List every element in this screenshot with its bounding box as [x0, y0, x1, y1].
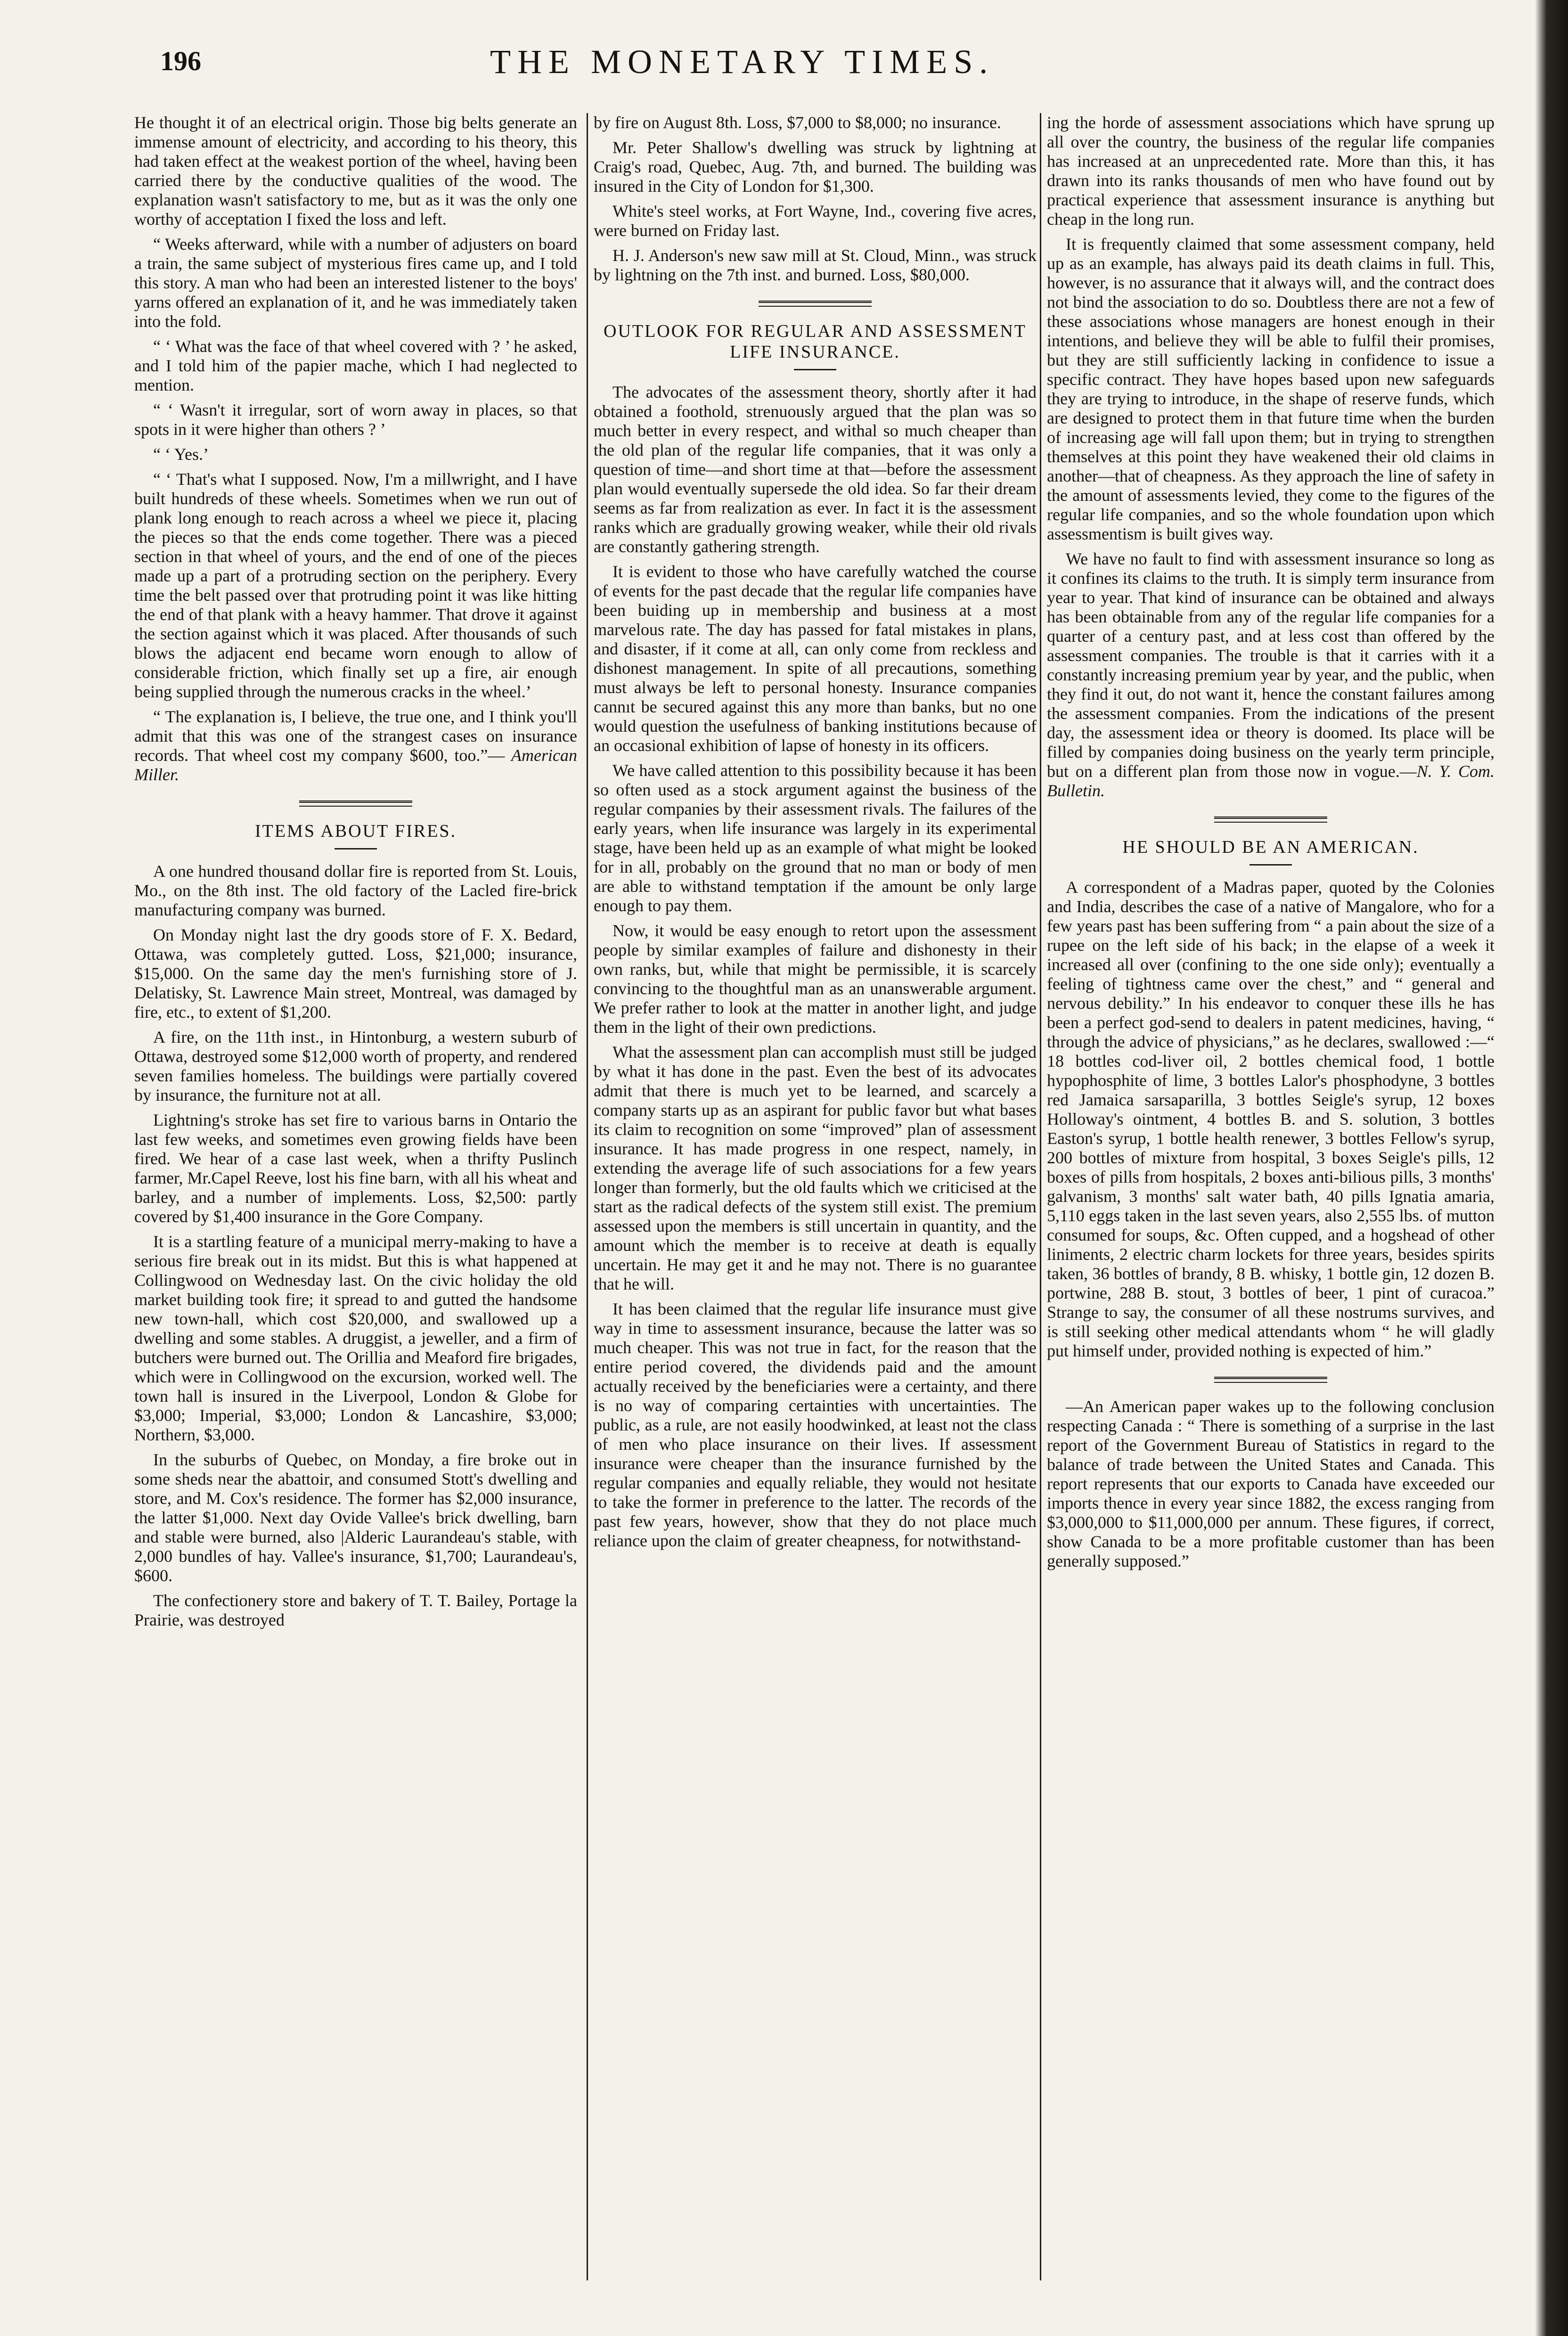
page-header [160, 42, 1527, 85]
paragraph: It is evident to those who have carefully watched the course of events for the past decade that the regular life companies have been buiding up in membership and business at a most marvelous rate. The day has passed for fatal mistakes in plans, and disaster, if it come at all, can only come from reckless and dishonest management. In spite of all precautions, something must always be left to personal honesty. Insurance companies cannıt be secured against this any more than banks, but no one would question the usefulness of banking institutions because of an occasional exhibition of lapse of honesty in its officers. [594, 562, 1037, 755]
paragraph: A correspondent of a Madras paper, quoted by the Colonies and India, describes the case of a native of Mangalore, who for a few years past has been suffering from “ a pain about the size of a rupee on the left side of his back; in the elapse of a week it increased all over (confining to the one side only); eventually a feeling of tightness came over the chest,” and “ general and nervous debility.” In his endeavor to conquer these ills he has been a perfect god-send to dealers in patent medicines, having, “ through the advice of physicians,” as he declares, swallowed :—“ 18 bottles cod-liver oil, 2 bottles chemical food, 1 bottle hypophosphite of lime, 3 bottles Lalor's phosphodyne, 3 bottles red Jamaica sarsaparilla, 3 bottles Seigle's syrup, 12 boxes Holloway's ointment, 4 bottles B. and S. solution, 3 bottles Easton's syrup, 1 bottle health renewer, 3 bottles Fellow's syrup, 200 bottles of mixture from hospital, 3 boxes Seigle's pills, 12 boxes of pills from hospitals, 2 boxes anti-bilious pills, 3 months' galvanism, 3 months' salt water bath, 40 pills Ignatia amaria, 5,110 eggs taken in the last seven years, also 2,555 lbs. of mutton consumed for soups, &c. Often cupped, and a hogshead of other liniments, 2 electric charm lockets for three years, besides spirits taken, 36 bottles of brandy, 8 B. whisky, 1 bottle gin, 12 dozen B. portwine, 288 B. stout, 3 bottles of beer, 1 pint of curacoa.” Strange to say, the consumer of all these nostrums survives, and is still seeking other medical attendants whom “ he will gladly put himself under, provided nothing is expected of him.” [1047, 878, 1494, 1360]
paragraph: ing the horde of assessment associations which have sprung up all over the country, the business of the regular life companies has increased at an unprecedented rate. More than this, it has drawn into its ranks thousands of men who have found out by practical experience that assessment insurance is anything but cheap in the long run. [1047, 113, 1494, 229]
paragraph: It is frequently claimed that some assessment company, held up as an example, has always paid its death claims in full. This, however, is no assurance that it always will, and the contract does not bind the association to do so. Doubtless there are not a few of these associations whose managers are honest enough in their intentions, and believe they will be able to fulfil their promises, but they are still sufficiently lacking in confidence to issue a specific contract. They have hopes based upon new safeguards they are trying to introduce, in the shape of reserve funds, which are designed to protect them in that future time when the burden of increasing age will fall upon them; but in trying to strengthen themselves at this point they have weakened their old claims in another—that of cheapness. As they approach the line of safety in the amount of assessments levied, they come to the figures of the regular life companies, and so the whole foundation upon which assessmentism is built gives way. [1047, 235, 1494, 543]
paragraph: H. J. Anderson's new saw mill at St. Cloud, Minn., was struck by lightning on the 7th inst. and burned. Loss, $80,000. [594, 246, 1037, 284]
paragraph: “ ‘ That's what I supposed. Now, I'm a millwright, and I have built hundreds of these wheels. Sometimes when we run out of plank long enough to reach across a wheel we piece it, placing the pieces so that the ends come together. There was a pieced section in that wheel of yours, and the end of one of the pieces made up a part of a protruding section on the periphery. Every time the belt passed over that protruding point it was like hitting the end of that plank with a heavy hammer. That drove it against the section against which it was placed. After thousands of such blows the adjacent end became worn enough to allow of considerable friction, which finally set up a fire, air enough being supplied through the numerous cracks in the wheel.’ [134, 470, 577, 701]
column-middle [594, 113, 1037, 2318]
paragraph [1047, 549, 1494, 800]
paragraph: —An American paper wakes up to the following conclusion respecting Canada : “ There is something of a surprise in the last report of the Government Bureau of Statistics in regard to the balance of trade between the United States and Canada. This report represents that our exports to Canada have exceeded our imports thence in every year since 1882, the excess ranging from $3,000,000 to $11,000,000 per annum. These figures, if correct, show Canada to be a more profitable customer than has been generally supposed.” [1047, 1397, 1494, 1570]
paragraph: “ Weeks afterward, while with a number of adjusters on board a train, the same subject of mysterious fires came up, and I told this story. A man who had been an interested listener to the boys' yarns offered an explanation of it, and he was immediately taken into the fold. [134, 235, 577, 331]
section-separator [1214, 817, 1327, 823]
section-separator [299, 800, 412, 807]
paragraph: In the suburbs of Quebec, on Monday, a fire broke out in some sheds near the abattoir, and consumed Stott's dwelling and store, and M. Cox's residence. The former has $2,000 insurance, the latter $1,000. Next day Ovide Vallee's brick dwelling, barn and stable were burned, also |Alderic Laurandeau's stable, with 2,000 bundles of hay. Vallee's insurance, $1,700; Laurandeau's, $600. [134, 1450, 577, 1585]
heading-rule [794, 369, 836, 370]
section-heading: HE SHOULD BE AN AMERICAN. [1122, 837, 1419, 857]
paragraph-text: We have no fault to find with assessment insurance so long as it confines its claims to the truth. It is simply term insurance from year to year. That kind of insurance can be obtained and always has been obtainable from any of the regular life companies for a quarter of a century past, and at less cost than offered by the assessment companies. The trouble is that it carries with it a constantly increasing premium year by year, and the public, when they find it out, do not want it, hence the constant failures among the assessment companies. From the indications of the present day, the assessment idea or theory is doomed. Its place will be filled by companies doing business on the yearly term principle, but on a different plan from those now in vogue.— [1047, 549, 1494, 781]
paragraph: White's steel works, at Fort Wayne, Ind., covering five acres, were burned on Friday last. [594, 202, 1037, 240]
paragraph: Now, it would be easy enough to retort upon the assessment people by similar examples of failure and dishonesty in their own ranks, but, while that might be permissible, it is scarcely convincing to the thoughtful man as an unanswerable argument. We prefer rather to look at the matter in another light, and judge them in the light of their own predictions. [594, 921, 1037, 1037]
paragraph: It is a startling feature of a municipal merry-making to have a serious fire break out in its midst. But this is what happened at Collingwood on Wednesday last. On the civic holiday the old market building took fire; it spread to and gutted the handsome new town-hall, which cost $20,000, and swallowed up a dwelling and some stables. A druggist, a jeweller, and a firm of butchers were burned out. The Orillia and Meaford fire brigades, which were in Collingwood on the excursion, worked well. The town hall is insured in the Liverpool, London & Globe for $3,000; Imperial, $3,000; London & Lancashire, $3,000; Northern, $3,000. [134, 1232, 577, 1444]
paragraph [134, 707, 577, 784]
paragraph: He thought it of an electrical origin. Those big belts generate an immense amount of electricity, and according to his theory, this had taken effect at the weakest portion of the wheel, having been carried there by the conductive qualities of the wood. The explanation wasn't satisfactory to me, but as it was the only one worthy of acceptation I fixed the loss and left. [134, 113, 577, 229]
paragraph: The advocates of the assessment theory, shortly after it had obtained a foothold, strenuously argued that the plan was so much better in every respect, and withal so much cheaper than the old plan of the regular life companies, that it was only a question of time—and short time at that—before the assessment plan would eventually supersede the old idea. So far their dream seems as far from realization as ever. In fact it is the assessment ranks which are gradually growing weaker, while their old rivals are constantly gathering strength. [594, 383, 1037, 556]
column-rule [1040, 113, 1041, 2280]
paragraph: “ ‘ Wasn't it irregular, sort of worn away in places, so that spots in it were higher than others ? ’ [134, 400, 577, 439]
section-separator [759, 301, 872, 307]
paragraph: by fire on August 8th. Loss, $7,000 to $8,000; no insurance. [594, 113, 1001, 132]
column-rule [587, 113, 588, 2280]
section-heading: OUTLOOK FOR REGULAR AND ASSESSMENT LIFE INSURANCE. [604, 321, 1027, 362]
source-credit: American Miller. [134, 746, 577, 784]
paragraph: It has been claimed that the regular life insurance must give way in time to assessment insurance, because the latter was so much cheaper. This was not true in fact, for the reason that the entire period covered, the dividends paid and the amount actually received by the beneficiaries were a certainty, and there is no way of comparing certainties with uncertainties. The public, as a rule, are not easily hoodwinked, at least not the class of men who place insurance on their lives. If assessment insurance were cheaper than the insurance furnished by the regular companies and equally reliable, they would not hesitate to take the former in preference to the latter. The records of the past few years, however, show that they do not place much reliance upon the claim of greater cheapness, for notwithstand- [594, 1299, 1037, 1550]
paragraph-text: “ The explanation is, I believe, the true one, and I think you'll admit that this was one of the strangest cases on insurance records. That wheel cost my company $600, too.”— [134, 707, 577, 765]
paragraph: “ ‘ Yes.’ [153, 445, 209, 464]
paragraph: The confectionery store and bakery of T. T. Bailey, Portage la Prairie, was destroyed [134, 1591, 577, 1629]
section-separator [1214, 1377, 1327, 1383]
heading-rule [335, 848, 377, 849]
column-left [134, 113, 577, 2318]
paragraph: On Monday night last the dry goods store of F. X. Bedard, Ottawa, was completely gutted. Loss, $21,000; insurance, $15,000. On the same day the men's furnishing store of J. Delatisky, St. Lawrence Main street, Montreal, was damaged by fire, etc., to extent of $1,200. [134, 925, 577, 1021]
paragraph: Mr. Peter Shallow's dwelling was struck by lightning at Craig's road, Quebec, Aug. 7th, and burned. The building was insured in the City of London for $1,300. [594, 138, 1037, 196]
page-binding-edge [1535, 0, 1568, 2336]
source-credit: N. Y. Com. Bulletin. [1047, 762, 1494, 800]
page-number: 196 [160, 46, 201, 76]
paragraph: A one hundred thousand dollar fire is reported from St. Louis, Mo., on the 8th inst. The old factory of the Lacled fire-brick manufacturing company was burned. [134, 862, 577, 919]
journal-title: THE MONETARY TIMES. [490, 43, 995, 81]
paragraph: “ ‘ What was the face of that wheel covered with ? ’ he asked, and I told him of the papier mache, which I had neglected to mention. [134, 337, 577, 394]
paragraph: What the assessment plan can accomplish must still be judged by what it has done in the past. Even the best of its advocates admit that there is much yet to be learned, and scarcely a company starts up as an aspirant for public favor but what bases its claim to recognition on some “improved” plan of assessment insurance. It has made progress in one respect, namely, in extending the average life of such associations for a few years longer than formerly, but the old faults which we criticised at the start as the radical defects of the system still exist. The premium assessed upon the members is still uncertain in quantity, and the amount which the member is to receive at death is equally uncertain. He may get it and he may not. There is no guarantee that he will. [594, 1043, 1037, 1293]
heading-rule [1250, 864, 1292, 866]
paragraph: We have called attention to this possibility because it has been so often used as a stock argument against the business of the regular companies by their assessment rivals. The failures of the early years, when life insurance was largely in its experimental stage, have been held up as an example of what might be looked for in all, probably on the ground that no man or body of men are able to withstand temptation if the amount be only large enough to pay them. [594, 761, 1037, 915]
column-right [1047, 113, 1494, 2318]
section-heading: ITEMS ABOUT FIRES. [254, 821, 457, 841]
paragraph: Lightning's stroke has set fire to various barns in Ontario the last few weeks, and sometimes even growing fields have been fired. We hear of a case last week, when a thrifty Puslinch farmer, Mr.Capel Reeve, lost his fine barn, with all his wheat and barley, and a number of implements. Loss, $2,500: partly covered by $1,400 insurance in the Gore Company. [134, 1111, 577, 1226]
paragraph: A fire, on the 11th inst., in Hintonburg, a western suburb of Ottawa, destroyed some $12,000 worth of property, and rendered seven families homeless. The buildings were partially covered by insurance, the furniture not at all. [134, 1028, 577, 1104]
